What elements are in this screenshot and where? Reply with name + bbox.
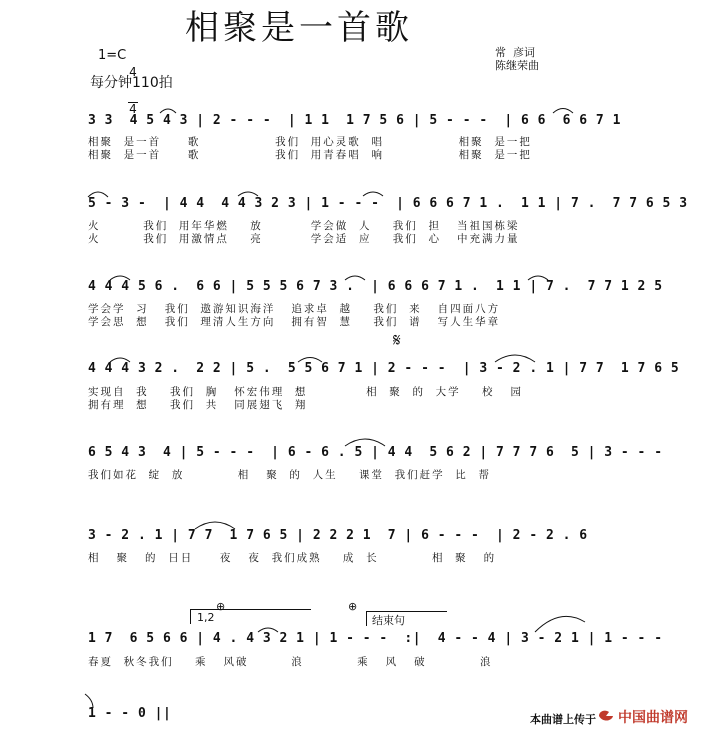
time-signature-top: 4: [129, 65, 137, 79]
system-2-lyrics-verse2: 火 我们 用激情点 亮 学会适 应 我们 心 中充满力量: [88, 233, 520, 245]
system-6-lyrics-verse1: 相 聚 的 日日 夜 夜 我们成熟 成 长 相 聚 的: [88, 552, 497, 564]
system-1-lyrics-verse1: 相聚 是一首 歌 我们 用心灵歌 唱 相聚 是一把: [88, 136, 532, 148]
slur-3: [88, 192, 108, 197]
ending-label: 结束句: [372, 614, 405, 627]
site-logo-icon: [597, 708, 615, 724]
system-5-notes: 6 5 4 3 4 | 5 - - - | 6 - 6 . 5 | 4 4 5 6 2 | 7 7 7 6 5 | 3 - - -: [88, 445, 663, 460]
coda-sign-1: ⊕: [216, 600, 226, 613]
coda-sign-2: ⊕: [348, 600, 358, 613]
system-3-lyrics-verse1: 学会学 习 我们 遨游知识海洋 追求卓 越 我们 来 自四面八方: [88, 303, 501, 315]
system-6-notes: 3 - 2 . 1 | 7 7 1 7 6 5 | 2 2 2 1 7 | 6 - - - | 2 - 2 . 6: [88, 528, 588, 543]
slur-16: [85, 694, 93, 708]
system-1-lyrics-verse2: 相聚 是一首 歌 我们 用青春唱 响 相聚 是一把: [88, 149, 532, 161]
tempo-marking: 每分钟110拍: [90, 75, 173, 91]
system-2-notes: 5 - 3 - | 4 4 4 4 3 2 3 | 1 - - - | 6 6 6 7 1 . 1 1 | 7 . 7 7 6 5 3: [88, 196, 688, 211]
slur-12: [345, 439, 385, 446]
slur-8: [528, 276, 548, 280]
slur-15: [535, 616, 585, 632]
system-4-lyrics-verse2: 拥有理 想 我们 共 同展翅飞 翔: [88, 399, 308, 411]
slur-13: [195, 522, 235, 529]
slur-1: [160, 109, 176, 113]
slur-2: [553, 109, 573, 114]
slur-14: [258, 628, 278, 632]
site-logo-text[interactable]: 中国曲谱网: [618, 710, 688, 726]
system-5-lyrics-verse1: 我们如花 绽 放 相 聚 的 人生 课堂 我们赶学 比 帮: [88, 469, 491, 481]
slur-4: [238, 192, 258, 196]
system-1-notes: 3 3 4 5 4 3 | 2 - - - | 1 1 1 7 5 6 | 5 - - - | 6 6 6 6 7 1: [88, 113, 621, 128]
system-2-lyrics-verse1: 火 我们 用年华燃 放 学会做 人 我们 担 当祖国栋梁: [88, 220, 520, 232]
system-4-lyrics-verse1: 实现自 我 我们 胸 怀宏伟理 想 相 聚 的 大学 校 园: [88, 386, 523, 398]
composer-credit: 陈继荣曲: [495, 59, 539, 72]
footer-upload-text: 本曲谱上传于: [530, 713, 596, 726]
slur-9: [110, 358, 130, 362]
time-signature-bottom: 4: [129, 102, 137, 116]
slur-11: [495, 355, 535, 362]
lyricist-credit: 常 彦词: [495, 46, 535, 59]
slur-5: [363, 192, 383, 196]
system-8-notes: 1 - - 0 ||: [88, 706, 172, 721]
system-4-notes: 4 4 4 3 2 . 2 2 | 5 . 5 5 6 7 1 | 2 - - - | 3 - 2 . 1 | 7 7 1 7 6 5: [88, 361, 680, 376]
system-3-notes: 4 4 4 5 6 . 6 6 | 5 5 5 6 7 3 . | 6 6 6 7 1 . 1 1 | 7 . 7 7 1 2 5: [88, 279, 663, 294]
segno-sign: 𝄋: [393, 330, 401, 351]
system-3-lyrics-verse2: 学会思 想 我们 理清人生方向 拥有智 慧 我们 谱 写人生华章: [88, 316, 501, 328]
volta-label: 1,2: [197, 611, 215, 624]
key-signature: 1=C: [98, 48, 127, 63]
system-7-notes: 1 7 6 5 6 6 | 4 . 4 3 2 1 | 1 - - - :| 4 - - 4 | 3 - 2 1 | 1 - - -: [88, 631, 663, 646]
system-7-lyrics-verse1: 春夏 秋冬我们 乘 风破 浪 乘 风 破 浪: [88, 656, 493, 668]
slur-10: [298, 358, 322, 363]
slur-6: [110, 276, 130, 280]
song-title: 相聚是一首歌: [185, 8, 413, 48]
slur-7: [345, 276, 365, 280]
